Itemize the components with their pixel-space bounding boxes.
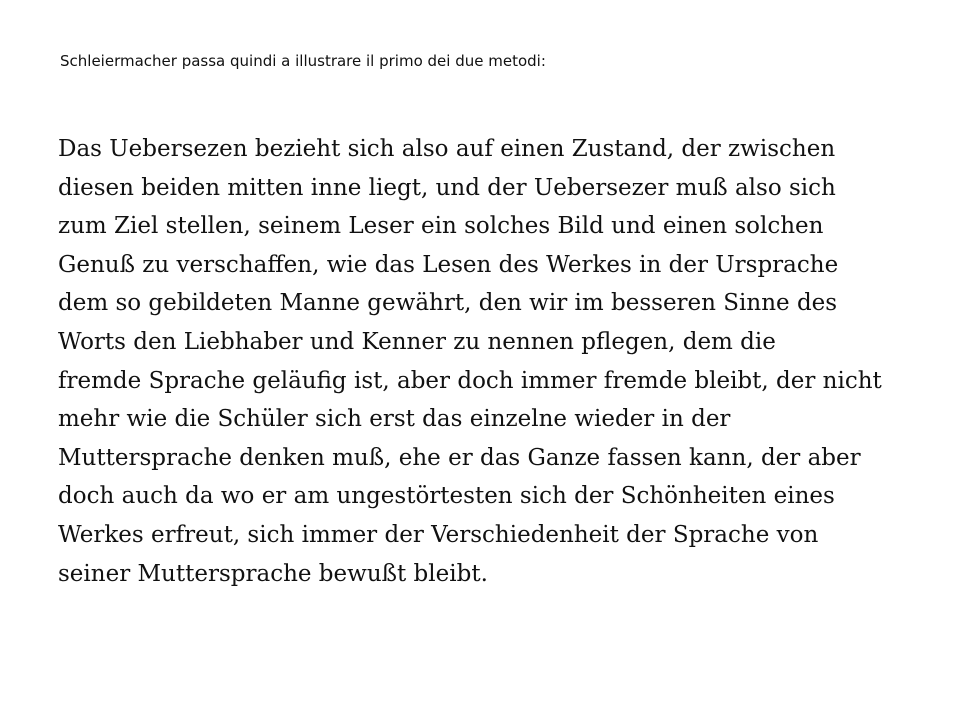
quote-line: fremde Sprache geläufig ist, aber doch immer fremde bleibt, der nicht (58, 367, 882, 394)
quote-line: seiner Muttersprache bewußt bleibt. (58, 560, 488, 587)
quote-line: zum Ziel stellen, seinem Leser ein solches Bild und einen solchen (58, 213, 824, 240)
quote-line: dem so gebildeten Manne gewährt, den wir im besseren Sinne des (58, 290, 838, 317)
quote-line: mehr wie die Schüler sich erst das einzelne wieder in der (58, 406, 731, 433)
quote-line: Das Uebersezen bezieht sich also auf einen Zustand, der zwischen (58, 136, 836, 162)
quote-line: Genuß zu verschaffen, wie das Lesen des Werkes in der Ursprache (58, 251, 839, 278)
quote-line: diesen beiden mitten inne liegt, und der Uebersezer muß also sich (58, 174, 836, 201)
quote-line: doch auch da wo er am ungestörtesten sich der Schönheiten eines (58, 483, 835, 510)
quote-paragraph (58, 130, 928, 593)
quote-line: Muttersprache denken muß, ehe er das Ganze fassen kann, der aber (58, 444, 861, 471)
quote-line: Werkes erfreut, sich immer der Verschiedenheit der Sprache von (58, 521, 819, 548)
intro-text: Schleiermacher passa quindi a illustrare il primo dei due metodi: (60, 52, 546, 70)
quote-line: Worts den Liebhaber und Kenner zu nennen pflegen, dem die (58, 328, 776, 355)
